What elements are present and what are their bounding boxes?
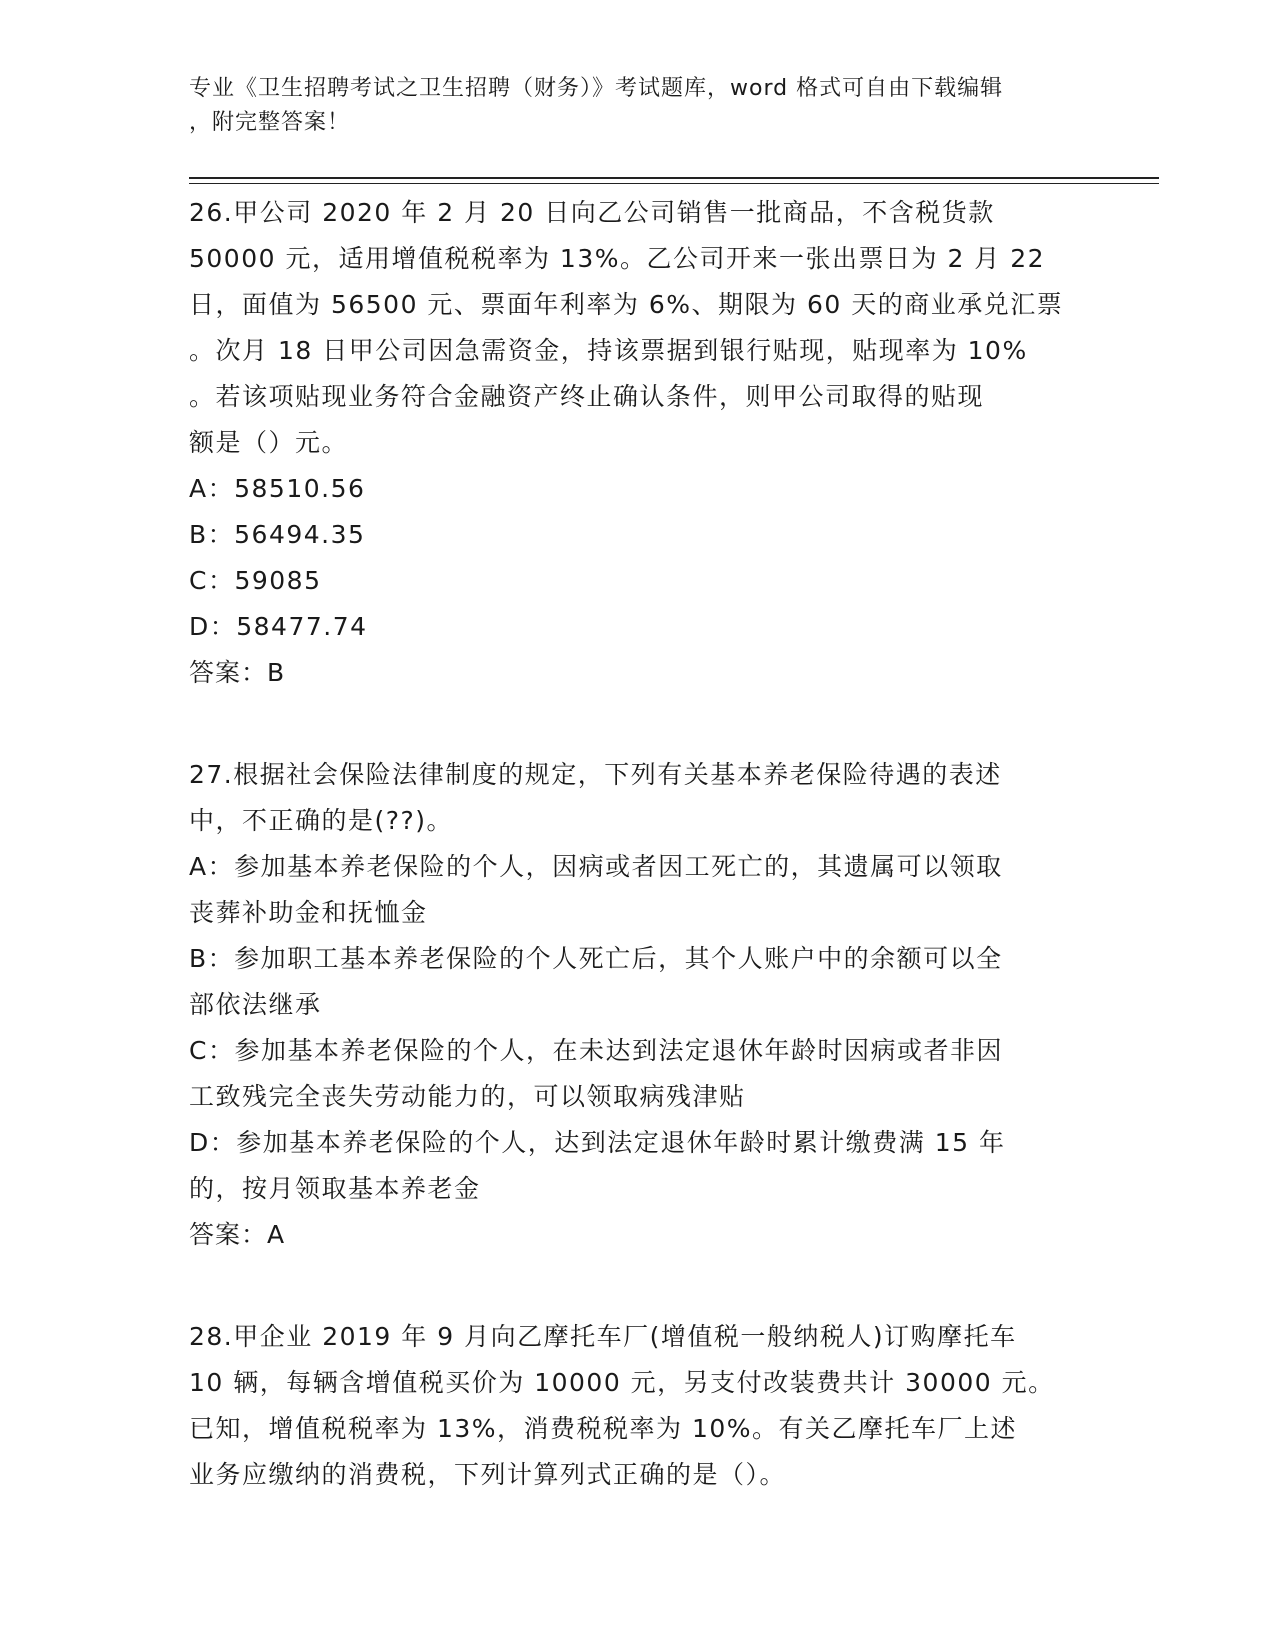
question-text-line: 10 辆，每辆含增值税买价为 10000 元，另支付改装费共计 30000 元。 (189, 1368, 1055, 1397)
question-text-line: 业务应缴纳的消费税，下列计算列式正确的是（）。 (189, 1460, 787, 1489)
question-text-line: 26.甲公司 2020 年 2 月 20 日向乙公司销售一批商品，不含税货款 (189, 198, 995, 227)
option-d: D：参加基本养老保险的个人，达到法定退休年龄时累计缴费满 15 年 (189, 1128, 1006, 1157)
option-c-continued: 工致残完全丧失劳动能力的，可以领取病残津贴 (189, 1082, 746, 1111)
question-text-line: 已知，增值税税率为 13%，消费税税率为 10%。有关乙摩托车厂上述 (189, 1414, 1018, 1443)
header-rule-thin (189, 183, 1159, 184)
question-text-line: 27.根据社会保险法律制度的规定，下列有关基本养老保险待遇的表述 (189, 760, 1002, 789)
question-text-line: 28.甲企业 2019 年 9 月向乙摩托车厂(增值税一般纳税人)订购摩托车 (189, 1322, 1017, 1351)
question-spacer (189, 1258, 1089, 1314)
option-d-continued: 的，按月领取基本养老金 (189, 1174, 481, 1203)
question-28 (189, 1314, 1089, 1498)
header-rule-thick (189, 177, 1159, 179)
option-a: A：58510.56 (189, 474, 366, 503)
header-line-2: ，附完整答案！ (189, 110, 351, 135)
question-list (189, 190, 1089, 1498)
question-text-line: 50000 元，适用增值税税率为 13%。乙公司开来一张出票日为 2 月 22 (189, 244, 1046, 273)
option-a: A：参加基本养老保险的个人，因病或者因工死亡的，其遗属可以领取 (189, 852, 1003, 881)
option-b-continued: 部依法继承 (189, 990, 322, 1019)
question-spacer (189, 696, 1089, 752)
option-b: B：参加职工基本养老保险的个人死亡后，其个人账户中的余额可以全 (189, 944, 1003, 973)
question-text-line: 。若该项贴现业务符合金融资产终止确认条件，则甲公司取得的贴现 (189, 382, 985, 411)
option-d: D：58477.74 (189, 612, 368, 641)
option-c: C：参加基本养老保险的个人，在未达到法定退休年龄时因病或者非因 (189, 1036, 1003, 1065)
answer-text: 答案：B (189, 658, 286, 687)
option-a-continued: 丧葬补助金和抚恤金 (189, 898, 428, 927)
option-b: B：56494.35 (189, 520, 366, 549)
question-text-line: 额是（）元。 (189, 428, 349, 457)
answer-text: 答案：A (189, 1220, 286, 1249)
document-header (189, 72, 1089, 140)
header-line-1: 专业《卫生招聘考试之卫生招聘（财务）》考试题库，word 格式可自由下载编辑 (189, 76, 1004, 101)
question-27 (189, 752, 1089, 1258)
question-26 (189, 190, 1089, 696)
question-text-line: 中，不正确的是(??)。 (189, 806, 454, 835)
question-text-line: 日，面值为 56500 元、票面年利率为 6%、期限为 60 天的商业承兑汇票 (189, 290, 1064, 319)
option-c: C：59085 (189, 566, 322, 595)
question-text-line: 。次月 18 日甲公司因急需资金，持该票据到银行贴现，贴现率为 10% (189, 336, 1028, 365)
